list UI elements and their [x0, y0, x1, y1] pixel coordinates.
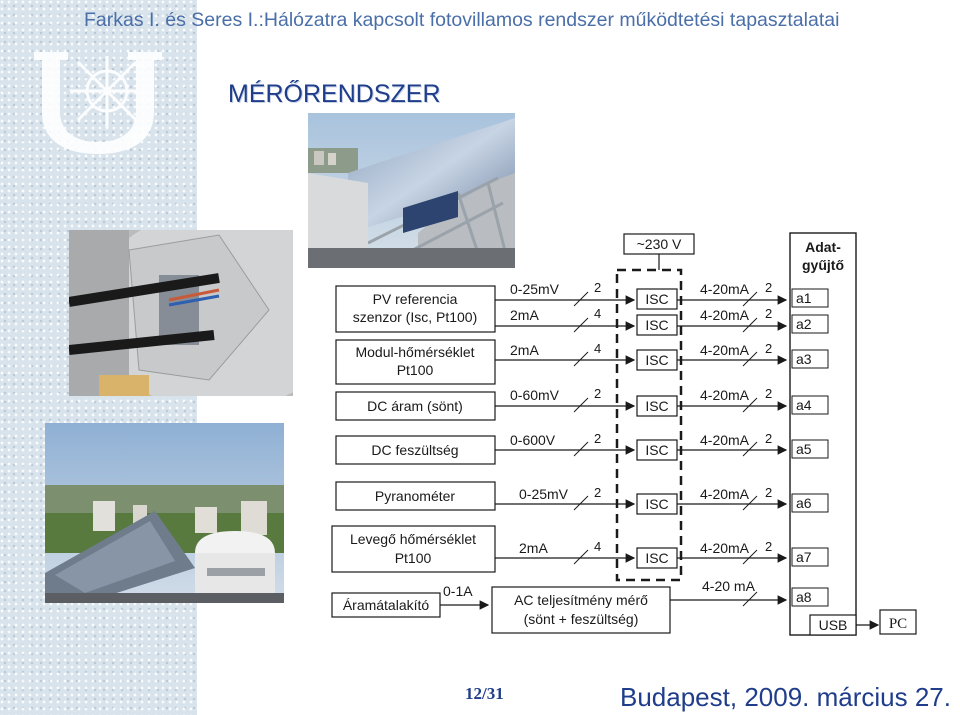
- output-label: 4-20mA: [700, 387, 750, 403]
- wire-count: 2: [594, 485, 602, 500]
- sensor-label: Pt100: [394, 550, 432, 566]
- isc-label: ISC: [645, 398, 669, 414]
- signal-label: 2mA: [510, 342, 539, 358]
- ac-meter-label-1: AC teljesítmény mérő: [514, 592, 648, 608]
- sensor-label: DC áram (sönt): [367, 398, 463, 414]
- isc-label: ISC: [645, 352, 669, 368]
- isc-label: ISC: [645, 291, 669, 307]
- ac-output-label: 4-20 mA: [702, 578, 755, 594]
- wire-count: 2: [765, 306, 773, 321]
- transformer-label: Áramátalakító: [342, 597, 430, 613]
- ac-measurement-path: [332, 578, 828, 633]
- wire-count: 4: [594, 306, 602, 321]
- isc-label: ISC: [645, 550, 669, 566]
- usb-label: USB: [818, 617, 848, 633]
- input-label: a5: [796, 441, 812, 457]
- sensor-label: Pyranométer: [374, 488, 456, 504]
- page-number: 12/31: [465, 684, 504, 703]
- signal-label: 0-60mV: [510, 387, 560, 403]
- input-label: a6: [796, 495, 812, 511]
- ac-signal-label: 0-1A: [443, 583, 473, 599]
- sensor-label: Modul-hőmérséklet: [355, 344, 475, 360]
- input-label: a3: [796, 351, 812, 367]
- wire-count: 2: [765, 485, 773, 500]
- input-label: a1: [796, 290, 812, 306]
- power-label: ~230 V: [636, 236, 682, 252]
- sensor-label: szenzor (Isc, Pt100): [352, 309, 478, 325]
- isc-label: ISC: [645, 317, 669, 333]
- signal-label: 0-25mV: [510, 281, 560, 297]
- wire-count: 4: [594, 539, 602, 554]
- channel-row-7: [495, 539, 828, 568]
- wire-count: 2: [765, 431, 773, 446]
- slide-title: MÉRŐRENDSZER: [228, 80, 441, 108]
- signal-label: 2mA: [510, 307, 539, 323]
- sensor-boxes: [332, 286, 495, 572]
- output-label: 4-20mA: [700, 307, 750, 323]
- input-label: a2: [796, 316, 812, 332]
- output-label: 4-20mA: [700, 486, 750, 502]
- channel-row-1: [495, 280, 828, 309]
- channel-row-4: [495, 386, 828, 416]
- signal-label: 2mA: [519, 540, 548, 556]
- ac-meter-label-2: (sönt + feszültség): [523, 611, 639, 627]
- sensor-label: PV referencia: [372, 291, 458, 307]
- channel-row-5: [495, 431, 828, 460]
- sensor-label: Levegő hőmérséklet: [349, 531, 477, 547]
- collector-label-2: gyűjtő: [802, 257, 844, 273]
- wire-count: 2: [594, 280, 602, 295]
- isc-label: ISC: [645, 442, 669, 458]
- collector-label-1: Adat-: [805, 239, 841, 255]
- input-label: a7: [796, 549, 812, 565]
- channel-row-6: [495, 485, 828, 514]
- wire-count: 4: [594, 341, 602, 356]
- wire-count: 2: [594, 431, 602, 446]
- wire-count: 2: [765, 386, 773, 401]
- input-label: a4: [796, 397, 812, 413]
- input-label: a8: [796, 589, 812, 605]
- sensor-label: Pt100: [396, 362, 434, 378]
- place-and-date: Budapest, 2009. március 27.: [620, 682, 951, 712]
- signal-label: 0-600V: [510, 432, 556, 448]
- channel-row-2: [495, 306, 828, 335]
- output-label: 4-20mA: [700, 281, 750, 297]
- presentation-header: Farkas I. és Seres I.:Hálózatra kapcsolt fotovillamos rendszer működtetési tapasztalatai: [84, 9, 840, 31]
- output-label: 4-20mA: [700, 342, 750, 358]
- signal-label: 0-25mV: [519, 486, 569, 502]
- output-label: 4-20mA: [700, 540, 750, 556]
- wire-count: 2: [765, 539, 773, 554]
- pc-label: PC: [888, 616, 908, 632]
- sensor-label: DC feszültség: [371, 442, 459, 458]
- channel-row-3: [495, 341, 828, 370]
- wire-count: 2: [594, 386, 602, 401]
- output-label: 4-20mA: [700, 432, 750, 448]
- wire-count: 2: [765, 341, 773, 356]
- wire-count: 2: [765, 280, 773, 295]
- isc-label: ISC: [645, 496, 669, 512]
